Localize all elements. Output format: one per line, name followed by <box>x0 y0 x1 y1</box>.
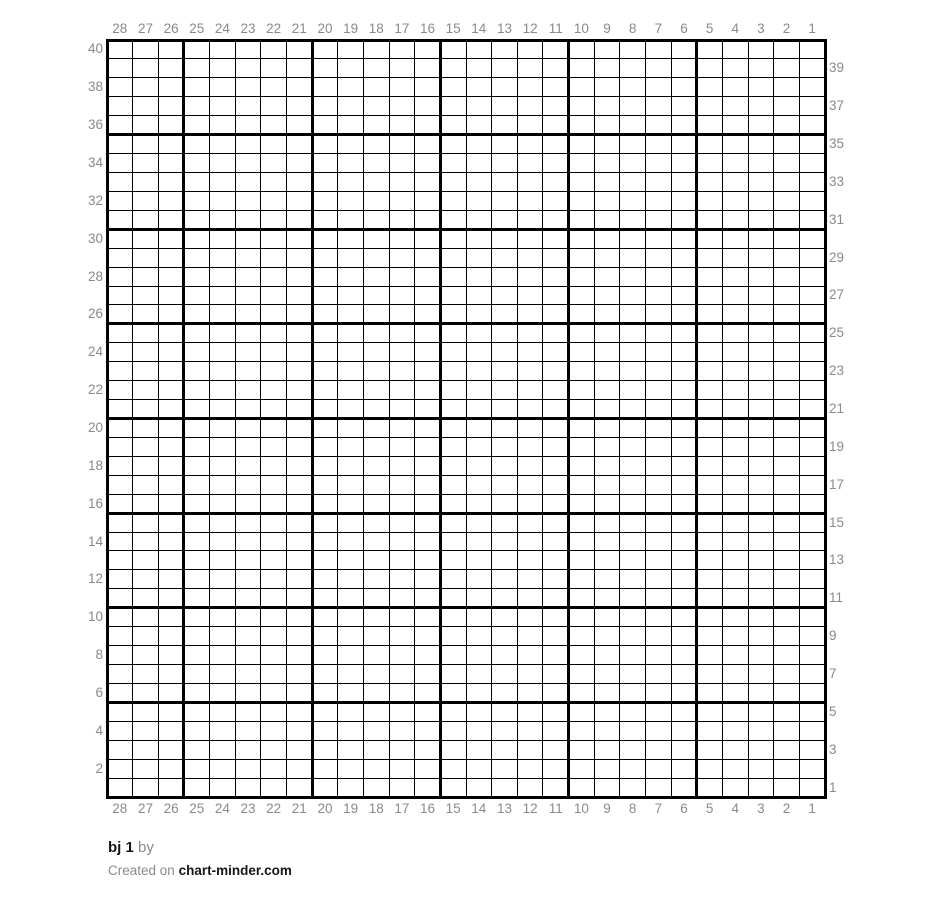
grid-line-horizontal <box>106 796 827 799</box>
col-label-top: 17 <box>394 21 410 36</box>
grid-line-horizontal <box>106 248 827 249</box>
grid-line-horizontal <box>106 286 827 287</box>
grid-line-horizontal <box>106 701 827 704</box>
row-label-left: 32 <box>87 192 103 208</box>
grid-line-horizontal <box>106 475 827 476</box>
row-label-right: 35 <box>829 136 845 152</box>
col-label-top: 7 <box>654 21 663 36</box>
grid-line-horizontal <box>106 399 827 400</box>
row-label-left: 24 <box>87 344 103 360</box>
col-label-bottom: 12 <box>522 801 538 816</box>
grid-line-horizontal <box>106 664 827 665</box>
col-label-top: 13 <box>496 21 512 36</box>
grid-line-horizontal <box>106 96 827 97</box>
row-label-right: 21 <box>829 401 845 417</box>
row-label-left: 2 <box>95 760 103 776</box>
col-label-top: 23 <box>240 21 256 36</box>
grid-line-horizontal <box>106 569 827 570</box>
grid-line-horizontal <box>106 322 827 325</box>
col-label-top: 27 <box>137 21 153 36</box>
chart-title: bj 1 <box>108 839 134 856</box>
grid-line-horizontal <box>106 361 827 362</box>
row-label-left: 6 <box>95 684 103 700</box>
grid-line-horizontal <box>106 153 827 154</box>
caption-credit-line <box>108 862 292 879</box>
col-label-bottom: 15 <box>445 801 461 816</box>
row-label-left: 20 <box>87 419 103 435</box>
col-label-bottom: 18 <box>368 801 384 816</box>
col-label-bottom: 6 <box>680 801 688 816</box>
row-label-right: 25 <box>829 325 845 341</box>
row-label-left: 28 <box>87 268 103 284</box>
grid-line-horizontal <box>106 39 827 42</box>
grid-line-horizontal <box>106 588 827 589</box>
row-label-left: 12 <box>87 571 103 587</box>
grid-line-horizontal <box>106 645 827 646</box>
row-label-right: 5 <box>829 703 837 719</box>
col-label-top: 5 <box>705 21 714 36</box>
grid-line-horizontal <box>106 342 827 343</box>
row-label-left: 4 <box>95 722 103 738</box>
col-label-bottom: 8 <box>628 801 637 816</box>
grid-line-horizontal <box>106 437 827 438</box>
grid-line-horizontal <box>106 778 827 779</box>
grid-line-horizontal <box>106 550 827 551</box>
col-label-top: 12 <box>522 21 538 36</box>
col-label-bottom: 27 <box>137 801 153 816</box>
row-label-right: 7 <box>829 665 837 681</box>
col-label-top: 9 <box>603 21 611 36</box>
row-label-right: 17 <box>829 476 845 492</box>
chart-byline: by <box>138 839 154 856</box>
col-label-top: 15 <box>445 21 461 36</box>
row-label-left: 14 <box>87 533 103 549</box>
row-label-left: 22 <box>87 382 103 398</box>
col-label-top: 24 <box>214 21 230 36</box>
col-label-top: 1 <box>808 21 816 36</box>
col-label-bottom: 11 <box>548 801 563 816</box>
row-label-right: 15 <box>829 514 845 530</box>
col-label-bottom: 21 <box>291 801 307 816</box>
row-label-left: 8 <box>95 647 103 663</box>
col-label-bottom: 9 <box>603 801 611 816</box>
row-label-right: 27 <box>829 287 845 303</box>
col-label-top: 28 <box>112 21 128 36</box>
chart-caption <box>108 839 292 879</box>
col-label-bottom: 10 <box>573 801 589 816</box>
col-label-bottom: 5 <box>705 801 714 816</box>
col-label-bottom: 22 <box>266 801 282 816</box>
row-label-right: 1 <box>829 779 837 795</box>
row-label-left: 30 <box>87 230 103 246</box>
row-label-right: 11 <box>829 590 844 606</box>
row-label-right: 39 <box>829 60 845 76</box>
col-label-bottom: 1 <box>808 801 816 816</box>
row-label-left: 40 <box>87 41 103 57</box>
col-label-top: 4 <box>731 21 739 36</box>
col-label-bottom: 23 <box>240 801 256 816</box>
row-label-right: 33 <box>829 173 845 189</box>
grid-line-horizontal <box>106 456 827 457</box>
col-label-bottom: 25 <box>189 801 205 816</box>
col-label-top: 6 <box>680 21 688 36</box>
grid-line-horizontal <box>106 417 827 420</box>
grid-line-horizontal <box>106 267 827 268</box>
grid-line-horizontal <box>106 58 827 59</box>
col-label-top: 20 <box>317 21 333 36</box>
row-label-left: 38 <box>87 79 103 95</box>
col-label-bottom: 3 <box>757 801 765 816</box>
col-label-bottom: 2 <box>782 801 791 816</box>
col-label-top: 22 <box>266 21 282 36</box>
row-label-left: 26 <box>87 306 103 322</box>
col-label-bottom: 24 <box>214 801 230 816</box>
col-label-bottom: 13 <box>496 801 512 816</box>
col-label-top: 19 <box>343 21 359 36</box>
row-label-left: 10 <box>87 609 103 625</box>
chart-grid[interactable] <box>87 21 845 816</box>
col-label-top: 2 <box>782 21 791 36</box>
col-label-bottom: 14 <box>471 801 487 816</box>
col-label-top: 10 <box>573 21 589 36</box>
row-label-right: 31 <box>829 211 845 227</box>
grid-line-horizontal <box>106 532 827 533</box>
col-label-bottom: 7 <box>654 801 663 816</box>
col-label-top: 21 <box>291 21 307 36</box>
credit-site-link[interactable]: chart-minder.com <box>178 863 292 878</box>
row-label-left: 34 <box>87 155 103 170</box>
grid-line-horizontal <box>106 304 827 305</box>
grid-line-horizontal <box>106 683 827 684</box>
col-label-top: 25 <box>189 21 205 36</box>
grid-line-horizontal <box>106 740 827 741</box>
col-label-bottom: 20 <box>317 801 333 816</box>
grid-line-horizontal <box>106 494 827 495</box>
col-label-bottom: 28 <box>112 801 128 816</box>
col-label-bottom: 17 <box>394 801 410 816</box>
grid-line-horizontal <box>106 626 827 627</box>
grid-line-horizontal <box>106 721 827 722</box>
grid-line-horizontal <box>106 759 827 760</box>
col-label-bottom: 26 <box>163 801 179 816</box>
row-label-left: 18 <box>87 457 103 473</box>
col-label-top: 3 <box>757 21 765 36</box>
col-label-top: 26 <box>163 21 179 36</box>
row-label-right: 23 <box>829 363 845 379</box>
row-label-right: 37 <box>829 98 845 114</box>
credit-prefix: Created on <box>108 863 175 878</box>
grid-line-horizontal <box>106 133 827 136</box>
row-label-right: 3 <box>829 741 837 757</box>
col-label-bottom: 19 <box>343 801 359 816</box>
row-label-right: 13 <box>829 552 845 568</box>
col-label-top: 16 <box>420 21 436 36</box>
row-label-right: 19 <box>829 438 845 454</box>
row-label-left: 16 <box>87 495 103 511</box>
col-label-bottom: 16 <box>420 801 436 816</box>
caption-title-line <box>108 839 292 857</box>
row-label-left: 36 <box>87 117 103 133</box>
grid-line-horizontal <box>106 191 827 192</box>
grid-line-horizontal <box>106 512 827 515</box>
grid-line-horizontal <box>106 606 827 609</box>
grid-line-horizontal <box>106 380 827 381</box>
col-label-top: 11 <box>548 21 563 36</box>
col-label-top: 18 <box>368 21 384 36</box>
row-label-right: 29 <box>829 249 845 265</box>
col-label-top: 14 <box>471 21 487 36</box>
grid-line-horizontal <box>106 77 827 78</box>
grid-line-horizontal <box>106 172 827 173</box>
col-label-top: 8 <box>628 21 637 36</box>
row-label-right: 9 <box>829 628 837 644</box>
grid-line-horizontal <box>106 228 827 231</box>
grid-line-horizontal <box>106 115 827 116</box>
grid-line-horizontal <box>106 210 827 211</box>
col-label-bottom: 4 <box>731 801 739 816</box>
